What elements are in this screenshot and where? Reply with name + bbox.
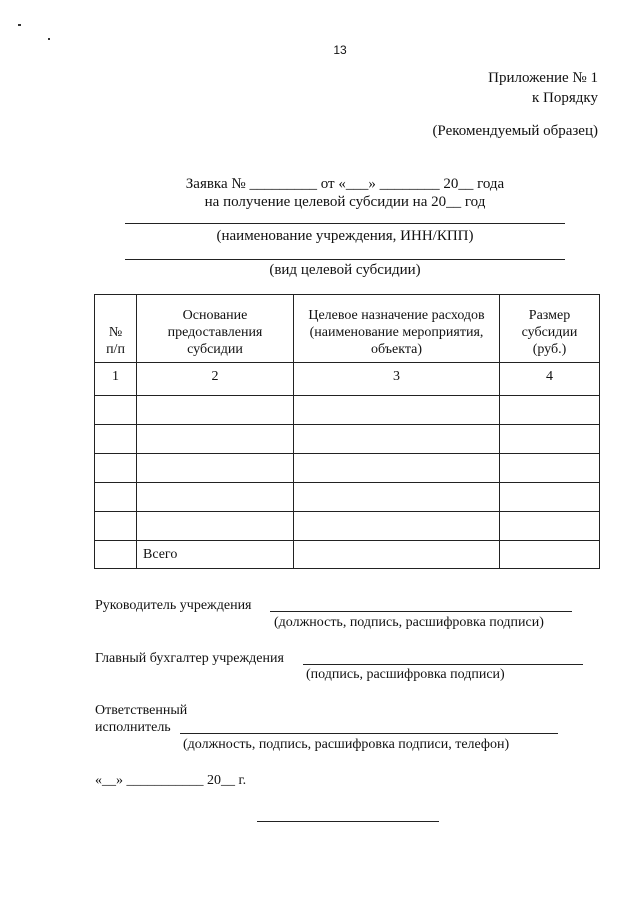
- header-amount: Размер субсидии (руб.): [500, 295, 600, 363]
- executor-label-1: Ответственный: [95, 703, 188, 718]
- table-row: [95, 425, 600, 454]
- sample-note: (Рекомендуемый образец): [432, 123, 598, 139]
- table-cell[interactable]: [500, 454, 600, 483]
- accountant-hint: (подпись, расшифровка подписи): [306, 667, 505, 682]
- table-cell[interactable]: [137, 454, 294, 483]
- institution-hint: (наименование учреждения, ИНН/КПП): [216, 228, 474, 244]
- table-row: [95, 454, 600, 483]
- executor-hint: (должность, подпись, расшифровка подписи, телефон): [183, 737, 510, 752]
- table-cell[interactable]: [500, 541, 600, 569]
- table-cell[interactable]: [95, 454, 137, 483]
- subsidy-type-line: [125, 259, 565, 260]
- header-number: № п/п: [95, 295, 137, 363]
- table-header-row: [95, 295, 600, 363]
- total-row: [95, 541, 600, 569]
- page-number: 13: [333, 43, 347, 57]
- appendix-line-2: к Порядку: [532, 90, 598, 106]
- table-cell[interactable]: [500, 483, 600, 512]
- application-subtitle: на получение целевой субсидии на 20__ год: [204, 194, 486, 210]
- institution-line: [125, 223, 565, 224]
- table-cell[interactable]: [95, 396, 137, 425]
- column-number-row: [95, 363, 600, 396]
- scan-mark: [18, 24, 21, 26]
- table-cell[interactable]: [95, 425, 137, 454]
- table-cell[interactable]: [500, 425, 600, 454]
- table-row: [95, 483, 600, 512]
- accountant-label: Главный бухгалтер учреждения: [95, 651, 284, 666]
- table-cell[interactable]: [137, 483, 294, 512]
- appendix-line-1: Приложение № 1: [488, 70, 598, 86]
- subsidy-table: [94, 294, 600, 569]
- table-cell[interactable]: [95, 512, 137, 541]
- table-cell[interactable]: [294, 454, 500, 483]
- head-signature-line[interactable]: [270, 611, 572, 612]
- table-cell[interactable]: [294, 541, 500, 569]
- table-cell[interactable]: [500, 512, 600, 541]
- executor-label-2: исполнитель: [95, 720, 171, 735]
- column-number: 3: [294, 363, 500, 396]
- head-hint: (должность, подпись, расшифровка подписи): [274, 615, 544, 630]
- table-row: [95, 396, 600, 425]
- table-cell[interactable]: [294, 512, 500, 541]
- table-cell[interactable]: [95, 483, 137, 512]
- bottom-signature-line[interactable]: [257, 821, 439, 822]
- head-label: Руководитель учреждения: [95, 598, 252, 613]
- column-number: 1: [95, 363, 137, 396]
- table-cell[interactable]: [137, 396, 294, 425]
- executor-signature-line[interactable]: [180, 733, 558, 734]
- application-title: Заявка № _________ от «___» ________ 20__ года: [185, 176, 505, 192]
- header-purpose: Целевое назначение расходов (наименование мероприятия, объекта): [294, 295, 500, 363]
- table-row: [95, 512, 600, 541]
- accountant-signature-line[interactable]: [303, 664, 583, 665]
- date-line[interactable]: «__» ___________ 20__ г.: [95, 773, 247, 788]
- table-cell[interactable]: [137, 425, 294, 454]
- total-label: Всего: [137, 541, 294, 569]
- table-cell[interactable]: [294, 396, 500, 425]
- table-cell[interactable]: [95, 541, 137, 569]
- table-cell[interactable]: [137, 512, 294, 541]
- scan-mark: [48, 38, 50, 40]
- table-cell[interactable]: [294, 483, 500, 512]
- subsidy-type-hint: (вид целевой субсидии): [269, 262, 421, 278]
- table-cell[interactable]: [500, 396, 600, 425]
- column-number: 2: [137, 363, 294, 396]
- table-cell[interactable]: [294, 425, 500, 454]
- header-basis: Основание предоставления субсидии: [137, 295, 294, 363]
- column-number: 4: [500, 363, 600, 396]
